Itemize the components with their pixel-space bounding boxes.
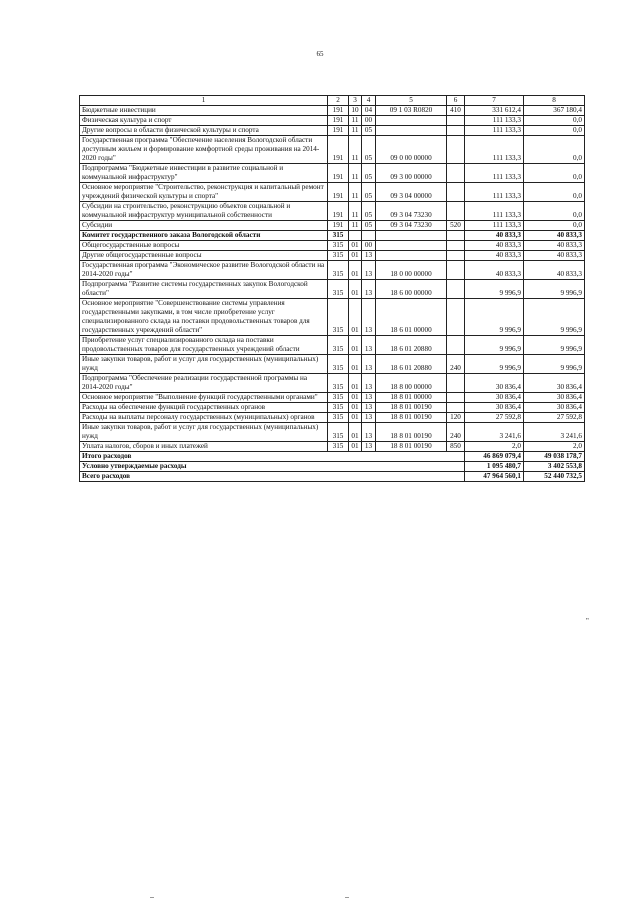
table-body: [80, 96, 585, 482]
amount-2018-cell: 40 833,3: [465, 261, 524, 280]
budget-table: [79, 95, 585, 482]
header-cell: 8: [524, 96, 585, 106]
row-name-cell: Субсидии: [80, 221, 328, 231]
amount-2019-cell: 40 833,3: [524, 241, 585, 251]
amount-2018-cell: 9 996,9: [465, 280, 524, 299]
expense-type-cell: [447, 241, 465, 251]
row-name-cell: Приобретение услуг специализированного склада на поставки продовольственных товаров для государственных учреждений области: [80, 336, 328, 355]
total-amount-cell: 1 095 480,7: [465, 462, 524, 472]
amount-2019-cell: 40 833,3: [524, 261, 585, 280]
subsection-code-cell: 05: [362, 221, 376, 231]
amount-2018-cell: 30 836,4: [465, 403, 524, 413]
amount-2018-cell: 40 833,3: [465, 251, 524, 261]
amount-2019-cell: 9 996,9: [524, 280, 585, 299]
section-code-cell: 01: [349, 241, 362, 251]
section-code-cell: 01: [349, 413, 362, 423]
target-article-cell: [376, 116, 447, 126]
total-amount-cell: 46 869 079,4: [465, 452, 524, 462]
row-name-cell: Бюджетные инвестиции: [80, 106, 328, 116]
scan-mark: [150, 897, 154, 898]
ministry-code-cell: 315: [328, 413, 349, 423]
header-cell: 2: [328, 96, 349, 106]
table-row: [80, 261, 585, 280]
table-row: [80, 164, 585, 183]
expense-type-cell: [447, 126, 465, 136]
ministry-code-cell: 315: [328, 403, 349, 413]
ministry-code-cell: 191: [328, 126, 349, 136]
amount-2019-cell: 30 836,4: [524, 403, 585, 413]
expense-type-cell: 240: [447, 355, 465, 374]
table-row: [80, 136, 585, 164]
row-name-cell: Расходы на выплаты персоналу государственных (муниципальных) органов: [80, 413, 328, 423]
amount-2019-cell: 0,0: [524, 221, 585, 231]
row-name-cell: Расходы на обеспечение функций государственных органов: [80, 403, 328, 413]
subsection-code-cell: 00: [362, 241, 376, 251]
section-code-cell: 11: [349, 221, 362, 231]
header-cell: 7: [465, 96, 524, 106]
ministry-code-cell: 315: [328, 393, 349, 403]
amount-2019-cell: 9 996,9: [524, 299, 585, 336]
target-article-cell: [376, 231, 447, 241]
amount-2018-cell: 40 833,3: [465, 241, 524, 251]
table-row: [80, 231, 585, 241]
target-article-cell: 18 8 01 00190: [376, 442, 447, 452]
row-name-cell: Физическая культура и спорт: [80, 116, 328, 126]
row-name-cell: Субсидии на строительство, реконструкцию объектов социальной и коммунальной инфраструктур муниципальной собственности: [80, 202, 328, 221]
amount-2018-cell: 30 836,4: [465, 374, 524, 393]
section-code-cell: 11: [349, 126, 362, 136]
amount-2018-cell: 30 836,4: [465, 393, 524, 403]
row-name-cell: Основное мероприятие "Совершенствование системы управления государственными закупками, в том числе приобретение услуг специализированного склада на поставки продовольственных товаров для государственных учреждений области": [80, 299, 328, 336]
subsection-code-cell: 05: [362, 136, 376, 164]
section-code-cell: 01: [349, 423, 362, 442]
amount-2019-cell: 30 836,4: [524, 374, 585, 393]
amount-2019-cell: 9 996,9: [524, 336, 585, 355]
ministry-code-cell: 191: [328, 116, 349, 126]
section-code-cell: 01: [349, 355, 362, 374]
section-code-cell: 01: [349, 299, 362, 336]
table-row: [80, 423, 585, 442]
header-cell: 3: [349, 96, 362, 106]
row-name-cell: Другие вопросы в области физической культуры и спорта: [80, 126, 328, 136]
total-label-cell: Всего расходов: [80, 472, 465, 482]
amount-2018-cell: 111 133,3: [465, 183, 524, 202]
total-amount-cell: 47 964 560,1: [465, 472, 524, 482]
expense-type-cell: 240: [447, 423, 465, 442]
section-code-cell: 01: [349, 374, 362, 393]
ministry-code-cell: 191: [328, 136, 349, 164]
table-row: [80, 202, 585, 221]
amount-2018-cell: 9 996,9: [465, 336, 524, 355]
amount-2018-cell: 111 133,3: [465, 164, 524, 183]
ministry-code-cell: 315: [328, 241, 349, 251]
total-amount-cell: 3 402 553,8: [524, 462, 585, 472]
subsection-code-cell: 13: [362, 393, 376, 403]
subsection-code-cell: 13: [362, 423, 376, 442]
ministry-code-cell: 315: [328, 336, 349, 355]
subsection-code-cell: 13: [362, 280, 376, 299]
expense-type-cell: [447, 136, 465, 164]
amount-2018-cell: 111 133,3: [465, 126, 524, 136]
total-row: [80, 452, 585, 462]
table-row: [80, 299, 585, 336]
ministry-code-cell: 315: [328, 442, 349, 452]
amount-2019-cell: 3 241,6: [524, 423, 585, 442]
target-article-cell: 09 3 04 73230: [376, 202, 447, 221]
subsection-code-cell: 05: [362, 126, 376, 136]
target-article-cell: 09 3 04 73230: [376, 221, 447, 231]
amount-2018-cell: 111 133,3: [465, 136, 524, 164]
target-article-cell: 09 3 04 00000: [376, 183, 447, 202]
header-cell: 1: [80, 96, 328, 106]
total-amount-cell: 52 440 732,5: [524, 472, 585, 482]
ministry-code-cell: 191: [328, 164, 349, 183]
target-article-cell: 18 8 01 00190: [376, 403, 447, 413]
ministry-code-cell: 315: [328, 231, 349, 241]
section-code-cell: 11: [349, 164, 362, 183]
amount-2018-cell: 40 833,3: [465, 231, 524, 241]
amount-2019-cell: 367 180,4: [524, 106, 585, 116]
section-code-cell: 01: [349, 251, 362, 261]
subsection-code-cell: 13: [362, 413, 376, 423]
target-article-cell: [376, 241, 447, 251]
row-name-cell: Государственная программа "Обеспечение населения Вологодской области доступным жильем и формирование комфортной среды проживания на 2014-2020 годы": [80, 136, 328, 164]
total-label-cell: Итого расходов: [80, 452, 465, 462]
subsection-code-cell: 05: [362, 202, 376, 221]
target-article-cell: 09 3 00 00000: [376, 164, 447, 183]
row-name-cell: Иные закупки товаров, работ и услуг для государственных (муниципальных) нужд: [80, 423, 328, 442]
expense-type-cell: [447, 116, 465, 126]
amount-2018-cell: 111 133,3: [465, 116, 524, 126]
amount-2019-cell: 0,0: [524, 116, 585, 126]
subsection-code-cell: 00: [362, 116, 376, 126]
target-article-cell: 18 0 00 00000: [376, 261, 447, 280]
header-row: [80, 96, 585, 106]
ministry-code-cell: 315: [328, 299, 349, 336]
subsection-code-cell: 04: [362, 106, 376, 116]
expense-type-cell: [447, 251, 465, 261]
expense-type-cell: [447, 299, 465, 336]
total-row: [80, 462, 585, 472]
ministry-code-cell: 315: [328, 251, 349, 261]
total-amount-cell: 49 038 178,7: [524, 452, 585, 462]
table-row: [80, 336, 585, 355]
expense-type-cell: 850: [447, 442, 465, 452]
table-row: [80, 442, 585, 452]
section-code-cell: 11: [349, 136, 362, 164]
expense-type-cell: [447, 202, 465, 221]
amount-2019-cell: 0,0: [524, 164, 585, 183]
section-code-cell: 10: [349, 106, 362, 116]
amount-2019-cell: 2,0: [524, 442, 585, 452]
expense-type-cell: [447, 374, 465, 393]
amount-2019-cell: 40 833,3: [524, 231, 585, 241]
row-name-cell: Подпрограмма "Развитие системы государственных закупок Вологодской области": [80, 280, 328, 299]
amount-2019-cell: 40 833,3: [524, 251, 585, 261]
expense-type-cell: 120: [447, 413, 465, 423]
ministry-code-cell: 191: [328, 183, 349, 202]
table-row: [80, 116, 585, 126]
page-number: 65: [316, 50, 324, 58]
amount-2018-cell: 111 133,3: [465, 202, 524, 221]
subsection-code-cell: 13: [362, 251, 376, 261]
amount-2018-cell: 9 996,9: [465, 355, 524, 374]
table-row: [80, 374, 585, 393]
row-name-cell: Уплата налогов, сборов и иных платежей: [80, 442, 328, 452]
amount-2018-cell: 9 996,9: [465, 299, 524, 336]
section-code-cell: 11: [349, 202, 362, 221]
target-article-cell: 18 8 01 00000: [376, 393, 447, 403]
header-cell: 4: [362, 96, 376, 106]
row-name-cell: Государственная программа "Экономическое развитие Вологодской области на 2014-2020 годы": [80, 261, 328, 280]
amount-2018-cell: 3 241,6: [465, 423, 524, 442]
row-name-cell: Иные закупки товаров, работ и услуг для государственных (муниципальных) нужд: [80, 355, 328, 374]
section-code-cell: 01: [349, 261, 362, 280]
table-row: [80, 280, 585, 299]
expense-type-cell: [447, 336, 465, 355]
header-cell: 6: [447, 96, 465, 106]
subsection-code-cell: 13: [362, 336, 376, 355]
expense-type-cell: [447, 393, 465, 403]
subsection-code-cell: 13: [362, 261, 376, 280]
row-name-cell: Комитет государственного заказа Вологодской области: [80, 231, 328, 241]
section-code-cell: 01: [349, 280, 362, 299]
total-label-cell: Условно утверждаемые расходы: [80, 462, 465, 472]
section-code-cell: 01: [349, 336, 362, 355]
ministry-code-cell: 191: [328, 221, 349, 231]
amount-2019-cell: 0,0: [524, 183, 585, 202]
target-article-cell: 18 6 01 20880: [376, 355, 447, 374]
table-row: [80, 126, 585, 136]
expense-type-cell: 520: [447, 221, 465, 231]
target-article-cell: 18 6 01 00000: [376, 299, 447, 336]
row-name-cell: Основное мероприятие "Выполнение функций государственными органами": [80, 393, 328, 403]
target-article-cell: 18 6 00 00000: [376, 280, 447, 299]
amount-2018-cell: 2,0: [465, 442, 524, 452]
amount-2018-cell: 111 133,3: [465, 221, 524, 231]
expense-type-cell: [447, 183, 465, 202]
expense-type-cell: [447, 280, 465, 299]
amount-2019-cell: 0,0: [524, 202, 585, 221]
ministry-code-cell: 315: [328, 280, 349, 299]
subsection-code-cell: 13: [362, 374, 376, 393]
target-article-cell: 09 1 03 R0820: [376, 106, 447, 116]
amount-2019-cell: 27 592,8: [524, 413, 585, 423]
row-name-cell: Подпрограмма "Обеспечение реализации государственной программы на 2014-2020 годы": [80, 374, 328, 393]
section-code-cell: 01: [349, 393, 362, 403]
subsection-code-cell: 13: [362, 299, 376, 336]
expense-type-cell: [447, 261, 465, 280]
scan-mark: [345, 897, 349, 898]
amount-2019-cell: 0,0: [524, 126, 585, 136]
ministry-code-cell: 315: [328, 374, 349, 393]
amount-2019-cell: 0,0: [524, 136, 585, 164]
target-article-cell: 18 8 00 00000: [376, 374, 447, 393]
expense-type-cell: [447, 164, 465, 183]
table-row: [80, 241, 585, 251]
row-name-cell: Другие общегосударственные вопросы: [80, 251, 328, 261]
target-article-cell: 18 6 01 20880: [376, 336, 447, 355]
expense-type-cell: 410: [447, 106, 465, 116]
table-row: [80, 355, 585, 374]
table-row: [80, 403, 585, 413]
subsection-code-cell: 13: [362, 403, 376, 413]
table-row: [80, 183, 585, 202]
row-name-cell: Общегосударственные вопросы: [80, 241, 328, 251]
total-row: [80, 472, 585, 482]
subsection-code-cell: 13: [362, 355, 376, 374]
section-code-cell: 11: [349, 116, 362, 126]
amount-2018-cell: 27 592,8: [465, 413, 524, 423]
table-row: [80, 413, 585, 423]
section-code-cell: 01: [349, 403, 362, 413]
target-article-cell: [376, 251, 447, 261]
ministry-code-cell: 315: [328, 261, 349, 280]
subsection-code-cell: 05: [362, 164, 376, 183]
expense-type-cell: [447, 231, 465, 241]
section-code-cell: 01: [349, 442, 362, 452]
amount-2019-cell: 30 836,4: [524, 393, 585, 403]
table-row: [80, 106, 585, 116]
target-article-cell: 09 0 00 00000: [376, 136, 447, 164]
target-article-cell: 18 8 01 00190: [376, 413, 447, 423]
section-code-cell: [349, 231, 362, 241]
table-row: [80, 393, 585, 403]
amount-2018-cell: 331 612,4: [465, 106, 524, 116]
ministry-code-cell: 191: [328, 202, 349, 221]
expense-type-cell: [447, 403, 465, 413]
amount-2019-cell: 9 996,9: [524, 355, 585, 374]
ministry-code-cell: 315: [328, 423, 349, 442]
target-article-cell: [376, 126, 447, 136]
table-row: [80, 221, 585, 231]
target-article-cell: 18 8 01 00190: [376, 423, 447, 442]
row-name-cell: Основное мероприятие "Строительство, реконструкция и капитальный ремонт учреждений физической культуры и спорта": [80, 183, 328, 202]
ministry-code-cell: 315: [328, 355, 349, 374]
section-code-cell: 11: [349, 183, 362, 202]
subsection-code-cell: 13: [362, 442, 376, 452]
row-name-cell: Подпрограмма "Бюджетные инвестиции в развитие социальной и коммунальной инфраструктур": [80, 164, 328, 183]
table-row: [80, 251, 585, 261]
end-mark: ": [586, 617, 589, 625]
subsection-code-cell: 05: [362, 183, 376, 202]
ministry-code-cell: 191: [328, 106, 349, 116]
header-cell: 5: [376, 96, 447, 106]
subsection-code-cell: [362, 231, 376, 241]
